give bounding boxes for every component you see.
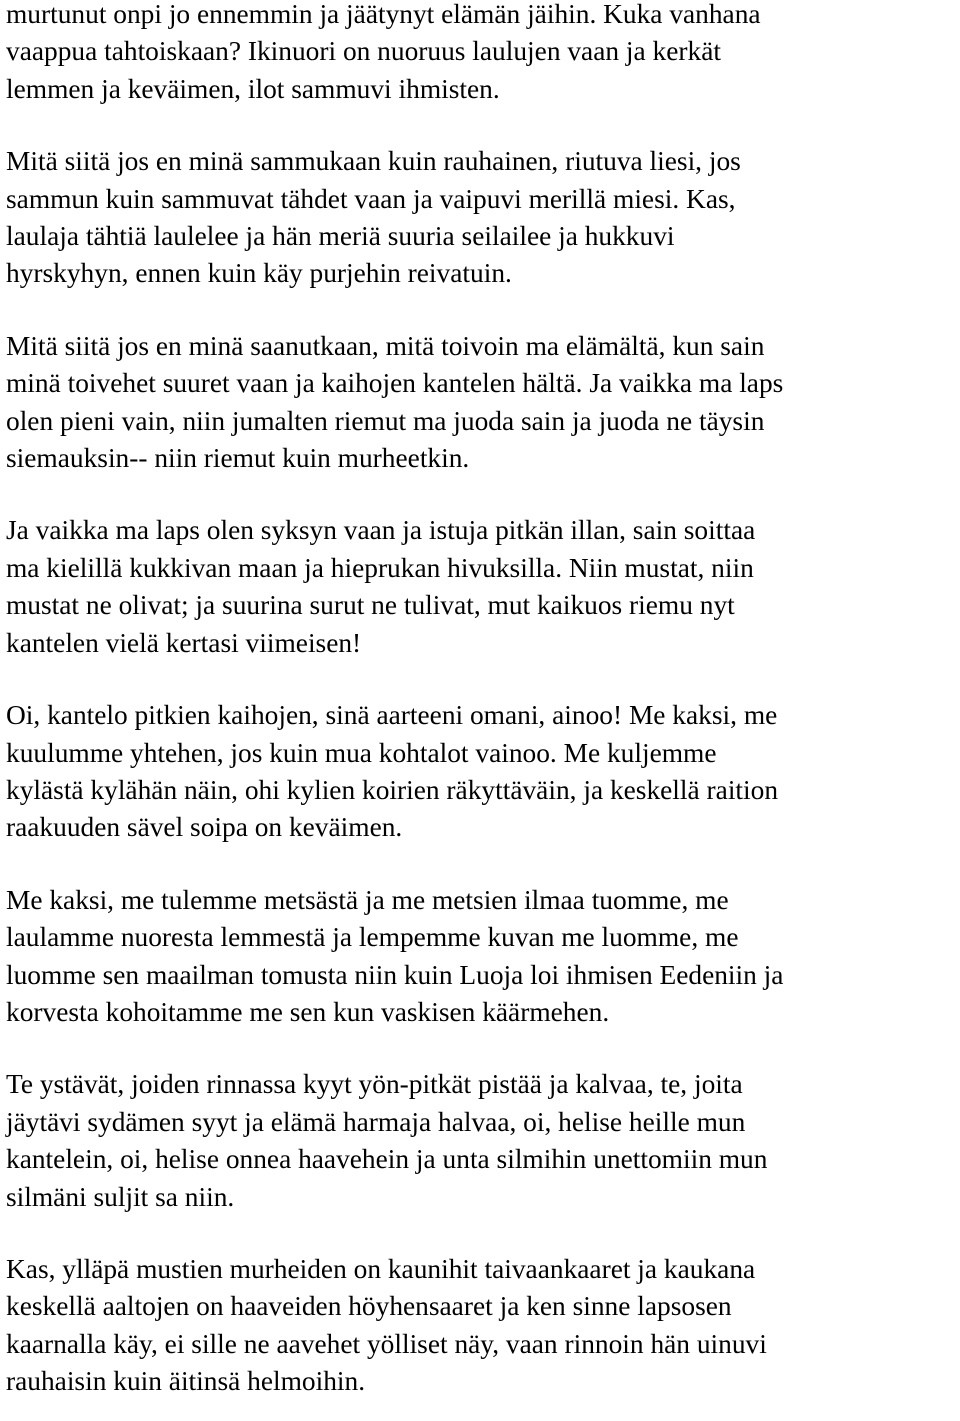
paragraph-7 bbox=[6, 1066, 956, 1216]
text-line: rauhaisin kuin äitinsä helmoihin. bbox=[6, 1366, 366, 1397]
text-line: sammun kuin sammuvat tähdet vaan ja vaipuvi merillä miesi. Kas, bbox=[6, 183, 736, 214]
text-line: luomme sen maailman tomusta niin kuin Luoja loi ihmisen Eedeniin ja bbox=[6, 959, 784, 990]
text-line: Te ystävät, joiden rinnassa kyyt yön-pitkät pistää ja kalvaa, te, joita bbox=[6, 1069, 743, 1100]
text-line: Kas, ylläpä mustien murheiden on kaunihit taivaankaaret ja kaukana bbox=[6, 1253, 756, 1284]
text-line: keskellä aaltojen on haaveiden höyhensaaret ja ken sinne lapsosen bbox=[6, 1291, 732, 1322]
text-line: murtunut onpi jo ennemmin ja jäätynyt elämän jäihin. Kuka vanhana bbox=[6, 0, 761, 29]
text-line: kantelein, oi, helise onnea haavehein ja unta silmihin unettomiin mun bbox=[6, 1144, 768, 1175]
paragraph-5 bbox=[6, 697, 956, 847]
text-line: laulamme nuoresta lemmestä ja lempemme kuvan me luomme, me bbox=[6, 922, 739, 953]
text-line: kuulumme yhtehen, jos kuin mua kohtalot vainoo. Me kuljemme bbox=[6, 737, 717, 768]
text-line: laulaja tähtiä laulelee ja hän meriä suuria seilailee ja hukkuvi bbox=[6, 221, 675, 252]
text-line: Me kaksi, me tulemme metsästä ja me metsien ilmaa tuomme, me bbox=[6, 884, 729, 915]
paragraph-6 bbox=[6, 882, 956, 1032]
text-line: vaappua tahtoiskaan? Ikinuori on nuoruus laulujen vaan ja kerkät bbox=[6, 36, 721, 67]
text-line: korvesta kohoitamme me sen kun vaskisen käärmehen. bbox=[6, 996, 610, 1027]
text-line: silmäni suljit sa niin. bbox=[6, 1181, 235, 1212]
paragraph-3 bbox=[6, 328, 956, 478]
text-line: Mitä siitä jos en minä saanutkaan, mitä toivoin ma elämältä, kun sain bbox=[6, 330, 765, 361]
text-line: mustat ne olivat; ja suurina surut ne tulivat, mut kaikuos riemu nyt bbox=[6, 590, 735, 621]
text-line: Ja vaikka ma laps olen syksyn vaan ja istuja pitkän illan, sain soittaa bbox=[6, 515, 756, 546]
paragraph-1 bbox=[6, 0, 956, 108]
text-line: olen pieni vain, niin jumalten riemut ma juoda sain ja juoda ne täysin bbox=[6, 405, 765, 436]
text-line: ma kielillä kukkivan maan ja hieprukan hivuksilla. Niin mustat, niin bbox=[6, 552, 754, 583]
text-line: kaarnalla käy, ei sille ne aavehet yölliset näy, vaan rinnoin hän uinuvi bbox=[6, 1328, 767, 1359]
text-line: minä toivehet suuret vaan ja kaihojen kantelen hältä. Ja vaikka ma laps bbox=[6, 368, 784, 399]
text-line: Oi, kantelo pitkien kaihojen, sinä aarteeni omani, ainoo! Me kaksi, me bbox=[6, 700, 778, 731]
text-line: hyrskyhyn, ennen kuin käy purjehin reivatuin. bbox=[6, 258, 512, 289]
paragraph-4 bbox=[6, 512, 956, 662]
text-line: jäytävi sydämen syyt ja elämä harmaja halvaa, oi, helise heille mun bbox=[6, 1106, 746, 1137]
text-line: kylästä kylähän näin, ohi kylien koirien räkyttäväin, ja keskellä raition bbox=[6, 774, 779, 805]
text-line: raakuuden sävel soipa on keväimen. bbox=[6, 812, 403, 843]
text-line: Mitä siitä jos en minä sammukaan kuin rauhainen, riutuva liesi, jos bbox=[6, 146, 741, 177]
text-line: siemauksin-- niin riemut kuin murheetkin. bbox=[6, 443, 470, 474]
paragraph-2 bbox=[6, 143, 956, 293]
text-line: kantelen vielä kertasi viimeisen! bbox=[6, 627, 362, 658]
text-line: lemmen ja keväimen, ilot sammuvi ihmisten. bbox=[6, 73, 500, 104]
paragraph-8 bbox=[6, 1251, 956, 1401]
